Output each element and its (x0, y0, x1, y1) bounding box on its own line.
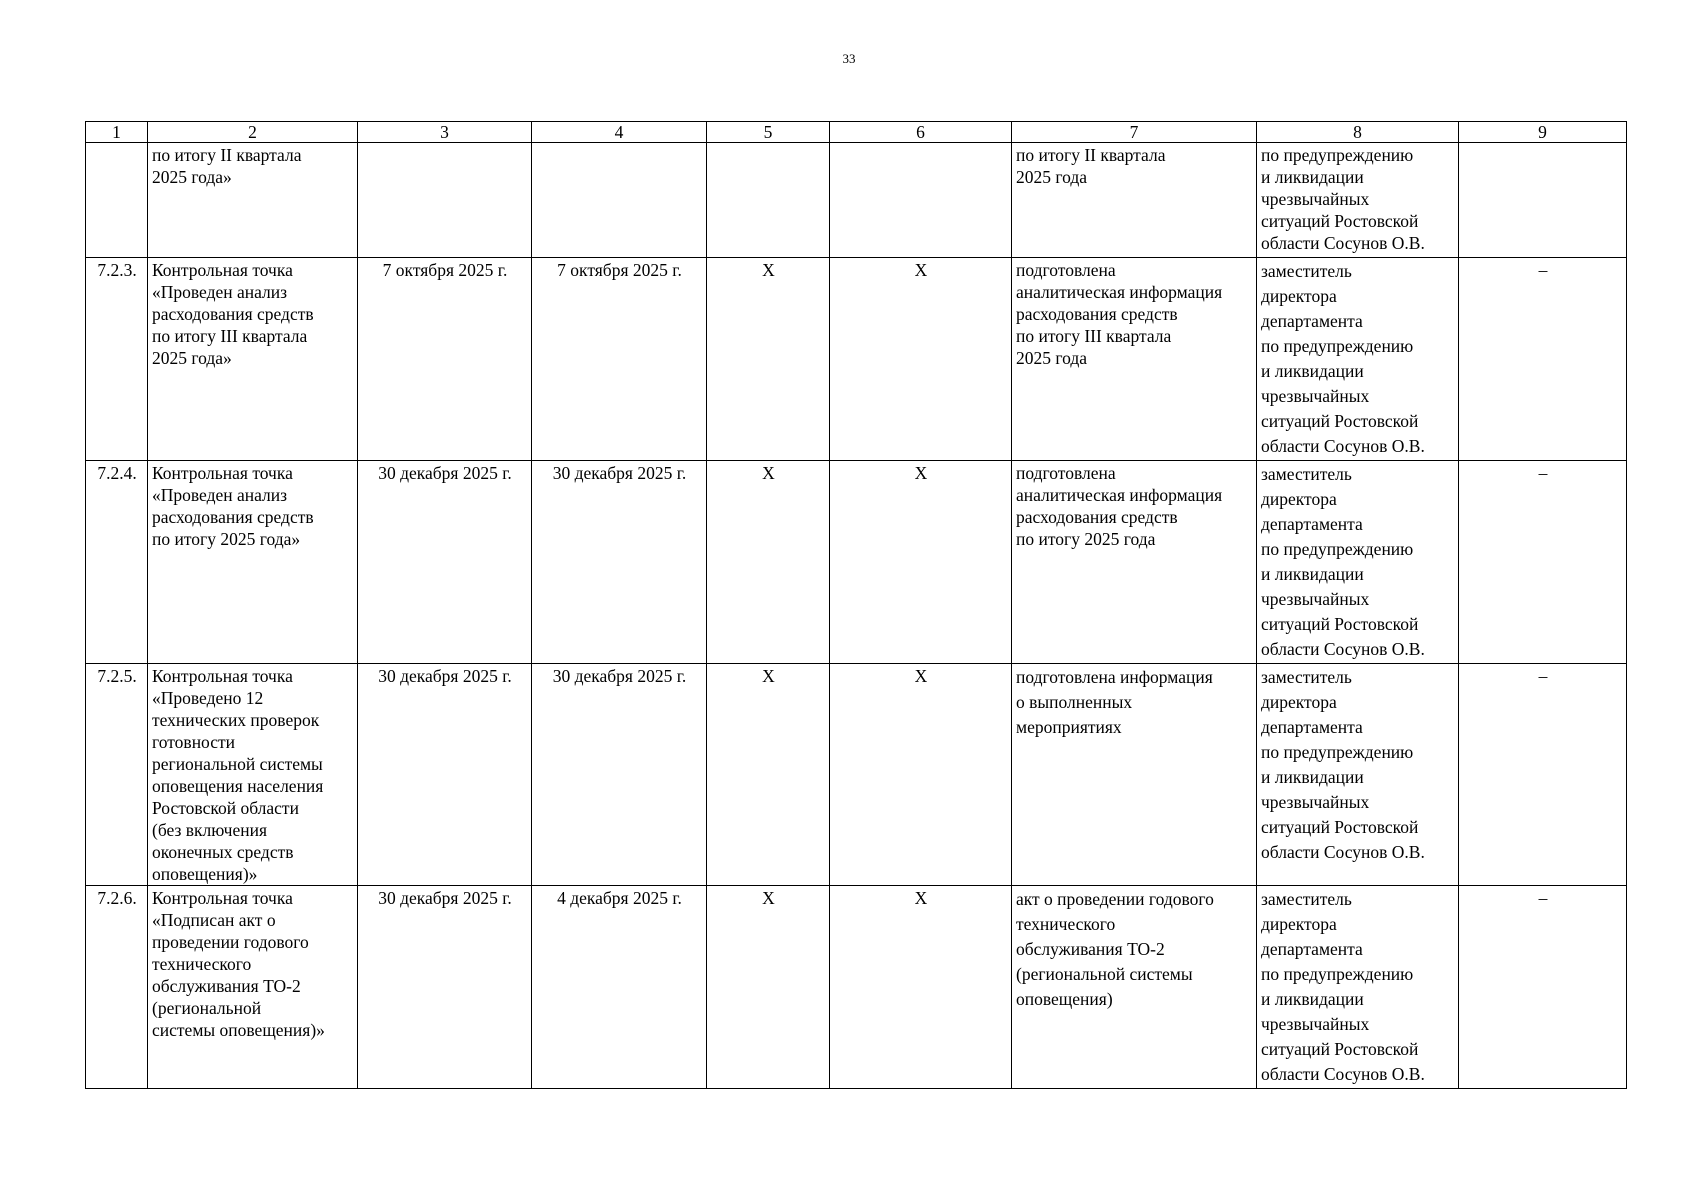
row-number: 7.2.6. (86, 886, 148, 1089)
page-number: 33 (842, 51, 856, 66)
table-row (86, 258, 1627, 461)
result-description: подготовлена информация о выполненных мероприятиях (1012, 664, 1257, 886)
column-9-value: – (1459, 461, 1627, 664)
column-6-value: X (830, 664, 1012, 886)
header-cell-9: 9 (1459, 122, 1627, 143)
control-point-name: по итогу II квартала 2025 года» (148, 143, 358, 258)
actual-date: 7 октября 2025 г. (532, 258, 707, 461)
column-9-value: – (1459, 664, 1627, 886)
column-5-value: X (707, 886, 830, 1089)
header-cell-8: 8 (1257, 122, 1459, 143)
column-9-value: – (1459, 886, 1627, 1089)
result-description: подготовлена аналитическая информация расходования средств по итогу III квартала 2025 года (1012, 258, 1257, 461)
column-5-value: X (707, 461, 830, 664)
row-number: 7.2.5. (86, 664, 148, 886)
result-description: по итогу II квартала 2025 года (1012, 143, 1257, 258)
column-6-value: X (830, 461, 1012, 664)
planned-date: 30 декабря 2025 г. (358, 664, 532, 886)
responsible-person: заместитель директора департамента по предупреждению и ликвидации чрезвычайных ситуаций Ростовской области Сосунов О.В. (1257, 664, 1459, 886)
header-cell-5: 5 (707, 122, 830, 143)
header-cell-6: 6 (830, 122, 1012, 143)
column-5-value: X (707, 258, 830, 461)
actual-date: 30 декабря 2025 г. (532, 664, 707, 886)
actual-date: 4 декабря 2025 г. (532, 886, 707, 1089)
header-cell-3: 3 (358, 122, 532, 143)
header-cell-7: 7 (1012, 122, 1257, 143)
row-number: 7.2.4. (86, 461, 148, 664)
responsible-person: заместитель директора департамента по предупреждению и ликвидации чрезвычайных ситуаций Ростовской области Сосунов О.В. (1257, 886, 1459, 1089)
header-row (86, 122, 1627, 143)
row-number: 7.2.3. (86, 258, 148, 461)
column-6-value (830, 143, 1012, 258)
responsible-person: по предупреждению и ликвидации чрезвычайных ситуаций Ростовской области Сосунов О.В. (1257, 143, 1459, 258)
control-point-name: Контрольная точка «Проведено 12 технических проверок готовности региональной системы оповещения населения Ростовской области (без включения оконечных средств оповещения)» (148, 664, 358, 886)
header-cell-2: 2 (148, 122, 358, 143)
actual-date: 30 декабря 2025 г. (532, 461, 707, 664)
table-row (86, 143, 1627, 258)
row-number (86, 143, 148, 258)
column-5-value: X (707, 664, 830, 886)
result-description: акт о проведении годового технического обслуживания ТО-2 (региональной системы оповещения) (1012, 886, 1257, 1089)
header-cell-1: 1 (86, 122, 148, 143)
column-6-value: X (830, 258, 1012, 461)
control-point-name: Контрольная точка «Подписан акт о проведении годового технического обслуживания ТО-2 (региональной системы оповещения)» (148, 886, 358, 1089)
header-cell-4: 4 (532, 122, 707, 143)
table-row (86, 461, 1627, 664)
column-9-value (1459, 143, 1627, 258)
planned-date (358, 143, 532, 258)
column-6-value: X (830, 886, 1012, 1089)
responsible-person: заместитель директора департамента по предупреждению и ликвидации чрезвычайных ситуаций Ростовской области Сосунов О.В. (1257, 258, 1459, 461)
table-row (86, 664, 1627, 886)
control-points-table (85, 121, 1627, 1089)
result-description: подготовлена аналитическая информация расходования средств по итогу 2025 года (1012, 461, 1257, 664)
responsible-person: заместитель директора департамента по предупреждению и ликвидации чрезвычайных ситуаций Ростовской области Сосунов О.В. (1257, 461, 1459, 664)
control-point-name: Контрольная точка «Проведен анализ расходования средств по итогу III квартала 2025 года» (148, 258, 358, 461)
planned-date: 30 декабря 2025 г. (358, 886, 532, 1089)
planned-date: 30 декабря 2025 г. (358, 461, 532, 664)
table-row (86, 886, 1627, 1089)
column-9-value: – (1459, 258, 1627, 461)
column-5-value (707, 143, 830, 258)
control-point-name: Контрольная точка «Проведен анализ расходования средств по итогу 2025 года» (148, 461, 358, 664)
planned-date: 7 октября 2025 г. (358, 258, 532, 461)
actual-date (532, 143, 707, 258)
